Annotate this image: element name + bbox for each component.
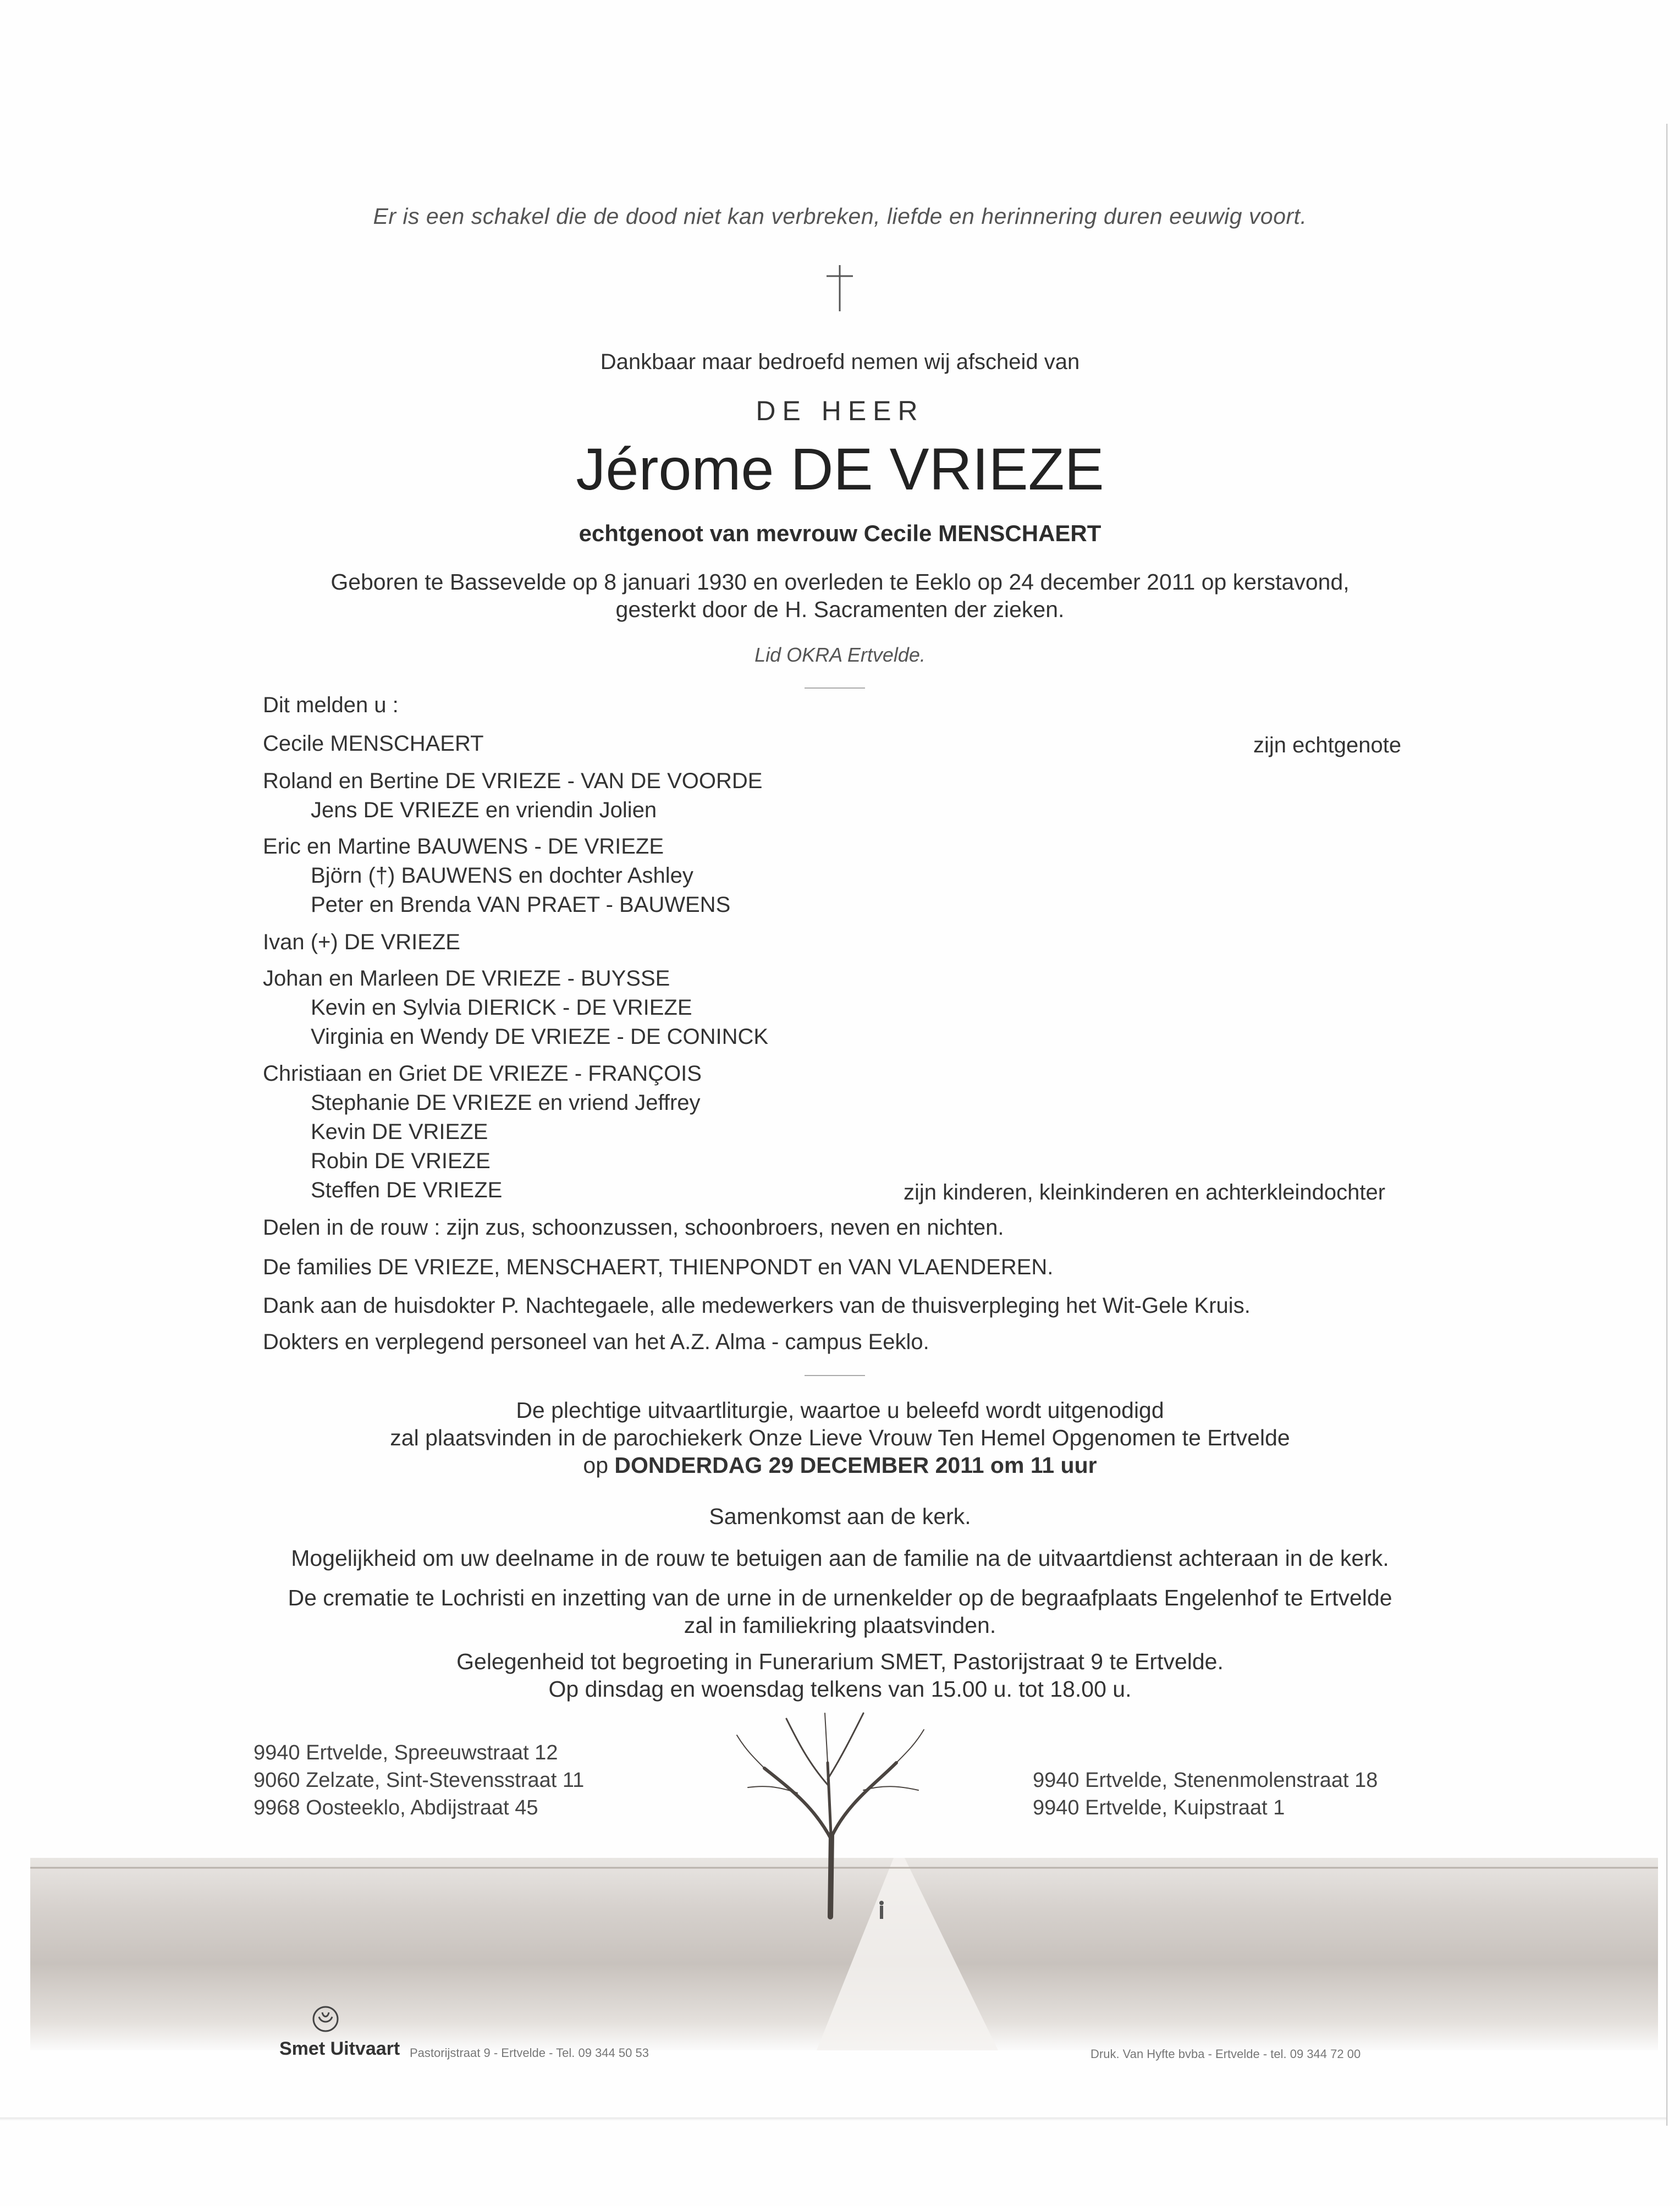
family-line: Steffen DE VRIEZE — [311, 1178, 503, 1202]
walking-figure-icon — [877, 1900, 886, 1920]
funeral-home-brand: Smet Uitvaart — [279, 2038, 400, 2059]
addresses-right — [1033, 1767, 1378, 1822]
sheet-edge — [0, 2117, 1666, 2121]
announce-label: Dit melden u : — [263, 693, 399, 717]
service-date-line: op DONDERDAG 29 DECEMBER 2011 om 11 uur — [583, 1453, 1097, 1478]
cremation-line: De crematie te Lochristi en inzetting van de urne in de urnenkelder op de begraafplaats Engelenhof te Ertvelde — [288, 1585, 1392, 1610]
family-line: Roland en Bertine DE VRIEZE - VAN DE VOORDE — [263, 769, 763, 793]
birth-death-line: Geboren te Bassevelde op 8 januari 1930 en overleden te Eeklo op 24 december 2011 op kerstavond, — [331, 569, 1349, 595]
service-date: DONDERDAG 29 DECEMBER 2011 om 11 uur — [614, 1453, 1097, 1478]
mourning-line: Delen in de rouw : zijn zus, schoonzussen, schoonbroers, neven en nichten. — [263, 1215, 1004, 1240]
address-line: 9968 Oosteeklo, Abdijstraat 45 — [254, 1796, 538, 1819]
condolence-line: Mogelijkheid om uw deelname in de rouw te betuigen aan de familie na de uitvaartdienst achteraan in de kerk. — [291, 1545, 1389, 1571]
meeting-line: Samenkomst aan de kerk. — [709, 1504, 971, 1529]
family-line: Christiaan en Griet DE VRIEZE - FRANÇOIS — [263, 1061, 702, 1086]
title-prefix: DE HEER — [756, 395, 924, 426]
spouse-line: echtgenoot van mevrouw Cecile MENSCHAERT — [579, 520, 1101, 546]
divider — [805, 1375, 865, 1376]
family-line: Jens DE VRIEZE en vriendin Jolien — [311, 798, 657, 822]
family-line: Stephanie DE VRIEZE en vriend Jeffrey — [311, 1091, 701, 1115]
motto: Er is een schakel die de dood niet kan verbreken, liefde en herinnering duren eeuwig voort. — [373, 203, 1307, 229]
service-line: De plechtige uitvaartliturgie, waartoe u beleefd wordt uitgenodigd — [516, 1398, 1164, 1423]
addresses-left — [254, 1739, 584, 1822]
tree-icon — [715, 1697, 946, 1928]
family-line: Ivan (+) DE VRIEZE — [263, 930, 460, 954]
funeral-home-contact: Pastorijstraat 9 - Ertvelde - Tel. 09 344 50 53 — [410, 2046, 649, 2060]
thanks-line: Dank aan de huisdokter P. Nachtegaele, alle medewerkers van de thuisverpleging het Wit-Gele Kruis. — [263, 1294, 1251, 1318]
visitation-line: Gelegenheid tot begroeting in Funerarium SMET, Pastorijstraat 9 te Ertvelde. — [456, 1649, 1224, 1674]
sacraments-line: gesterkt door de H. Sacramenten der zieken. — [615, 597, 1065, 622]
address-line: 9940 Ertvelde, Spreeuwstraat 12 — [254, 1741, 558, 1764]
divider — [805, 687, 865, 689]
family-line: Johan en Marleen DE VRIEZE - BUYSSE — [263, 966, 670, 991]
cremation-text — [0, 1584, 1680, 1639]
intro-text: Dankbaar maar bedroefd nemen wij afscheid van — [600, 350, 1080, 374]
family-line: Kevin en Sylvia DIERICK - DE VRIEZE — [311, 995, 692, 1020]
family-line: Virginia en Wendy DE VRIEZE - DE CONINCK — [311, 1025, 769, 1049]
address-line: 9060 Zelzate, Sint-Stevensstraat 11 — [254, 1769, 585, 1792]
family-line: Cecile MENSCHAERT — [263, 731, 484, 756]
visitation-line: Op dinsdag en woensdag telkens van 15.00 u. tot 18.00 u. — [548, 1676, 1132, 1702]
family-line: Eric en Martine BAUWENS - DE VRIEZE — [263, 834, 664, 859]
membership: Lid OKRA Ertvelde. — [754, 643, 926, 666]
relation-tag: zijn kinderen, kleinkinderen en achterkleindochter — [904, 1180, 1386, 1204]
visitation-text — [0, 1648, 1680, 1703]
cremation-line: zal in familiekring plaatsvinden. — [684, 1613, 996, 1638]
service-announcement — [0, 1396, 1680, 1479]
address-line: 9940 Ertvelde, Stenenmolenstraat 18 — [1033, 1769, 1378, 1792]
families-line: De families DE VRIEZE, MENSCHAERT, THIENPONDT en VAN VLAENDEREN. — [263, 1255, 1054, 1279]
family-line: Robin DE VRIEZE — [311, 1149, 491, 1173]
family-line: Björn (†) BAUWENS en dochter Ashley — [311, 863, 693, 888]
tulip-logo-icon — [311, 2005, 340, 2033]
address-line: 9940 Ertvelde, Kuipstraat 1 — [1033, 1796, 1285, 1819]
family-line: Peter en Brenda VAN PRAET - BAUWENS — [311, 893, 731, 917]
service-line: zal plaatsvinden in de parochiekerk Onze Lieve Vrouw Ten Hemel Opgenomen te Ertvelde — [390, 1425, 1290, 1450]
relation-tag: zijn echtgenote — [1253, 733, 1402, 757]
deceased-name: Jérome DE VRIEZE — [576, 436, 1104, 502]
birth-death-text — [0, 568, 1680, 623]
family-line: Kevin DE VRIEZE — [311, 1120, 488, 1144]
cross-icon — [823, 263, 856, 312]
thanks-line: Dokters en verplegend personeel van het A.Z. Alma - campus Eeklo. — [263, 1330, 929, 1354]
printer-credit: Druk. Van Hyfte bvba - Ertvelde - tel. 09 344 72 00 — [1090, 2047, 1361, 2061]
